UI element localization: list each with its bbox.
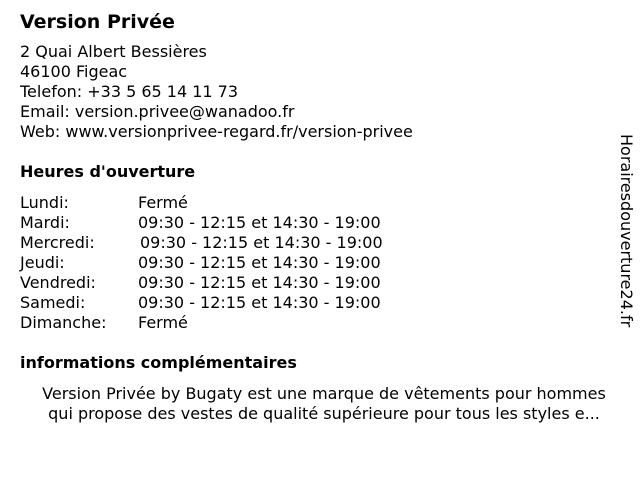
day-label: Lundi: [20, 193, 69, 212]
hours-row-samedi [20, 293, 610, 313]
phone-line: Telefon: +33 5 65 14 11 73 [20, 82, 239, 101]
site-watermark: Horairesdouverture24.fr [617, 134, 636, 328]
hours-table [20, 193, 610, 333]
hours-row-dimanche [20, 313, 610, 333]
hours-row-jeudi [20, 253, 610, 273]
day-hours: 09:30 - 12:15 et 14:30 - 19:00 [138, 253, 381, 272]
address-line-city: 46100 Figeac [20, 62, 128, 81]
day-label: Dimanche: [20, 313, 107, 332]
day-label: Mardi: [20, 213, 70, 232]
hours-row-lundi [20, 193, 610, 213]
day-hours: Fermé [138, 193, 188, 212]
email-line: Email: version.privee@wanadoo.fr [20, 102, 295, 121]
hours-row-vendredi [20, 273, 610, 293]
address-line-street: 2 Quai Albert Bessières [20, 42, 207, 61]
day-hours: 09:30 - 12:15 et 14:30 - 19:00 [138, 273, 381, 292]
business-card [20, 10, 610, 424]
info-line-2: qui propose des vestes de qualité supérieure pour tous les styles e... [48, 404, 600, 423]
info-line-1: Version Privée by Bugaty est une marque de vêtements pour hommes [42, 384, 606, 403]
day-hours: 09:30 - 12:15 et 14:30 - 19:00 [140, 233, 383, 252]
hours-row-mardi [20, 213, 610, 233]
hours-row-mercredi [20, 233, 610, 253]
day-hours: 09:30 - 12:15 et 14:30 - 19:00 [138, 293, 381, 312]
day-label: Vendredi: [20, 273, 96, 292]
business-name: Version Privée [20, 11, 175, 33]
day-hours: Fermé [138, 313, 188, 332]
day-label: Jeudi: [20, 253, 65, 272]
info-title: informations complémentaires [20, 353, 297, 372]
hours-title: Heures d'ouverture [20, 162, 196, 181]
web-line: Web: www.versionprivee-regard.fr/version-privee [20, 122, 413, 141]
day-label: Mercredi: [20, 233, 95, 252]
day-label: Samedi: [20, 293, 86, 312]
day-hours: 09:30 - 12:15 et 14:30 - 19:00 [138, 213, 381, 232]
